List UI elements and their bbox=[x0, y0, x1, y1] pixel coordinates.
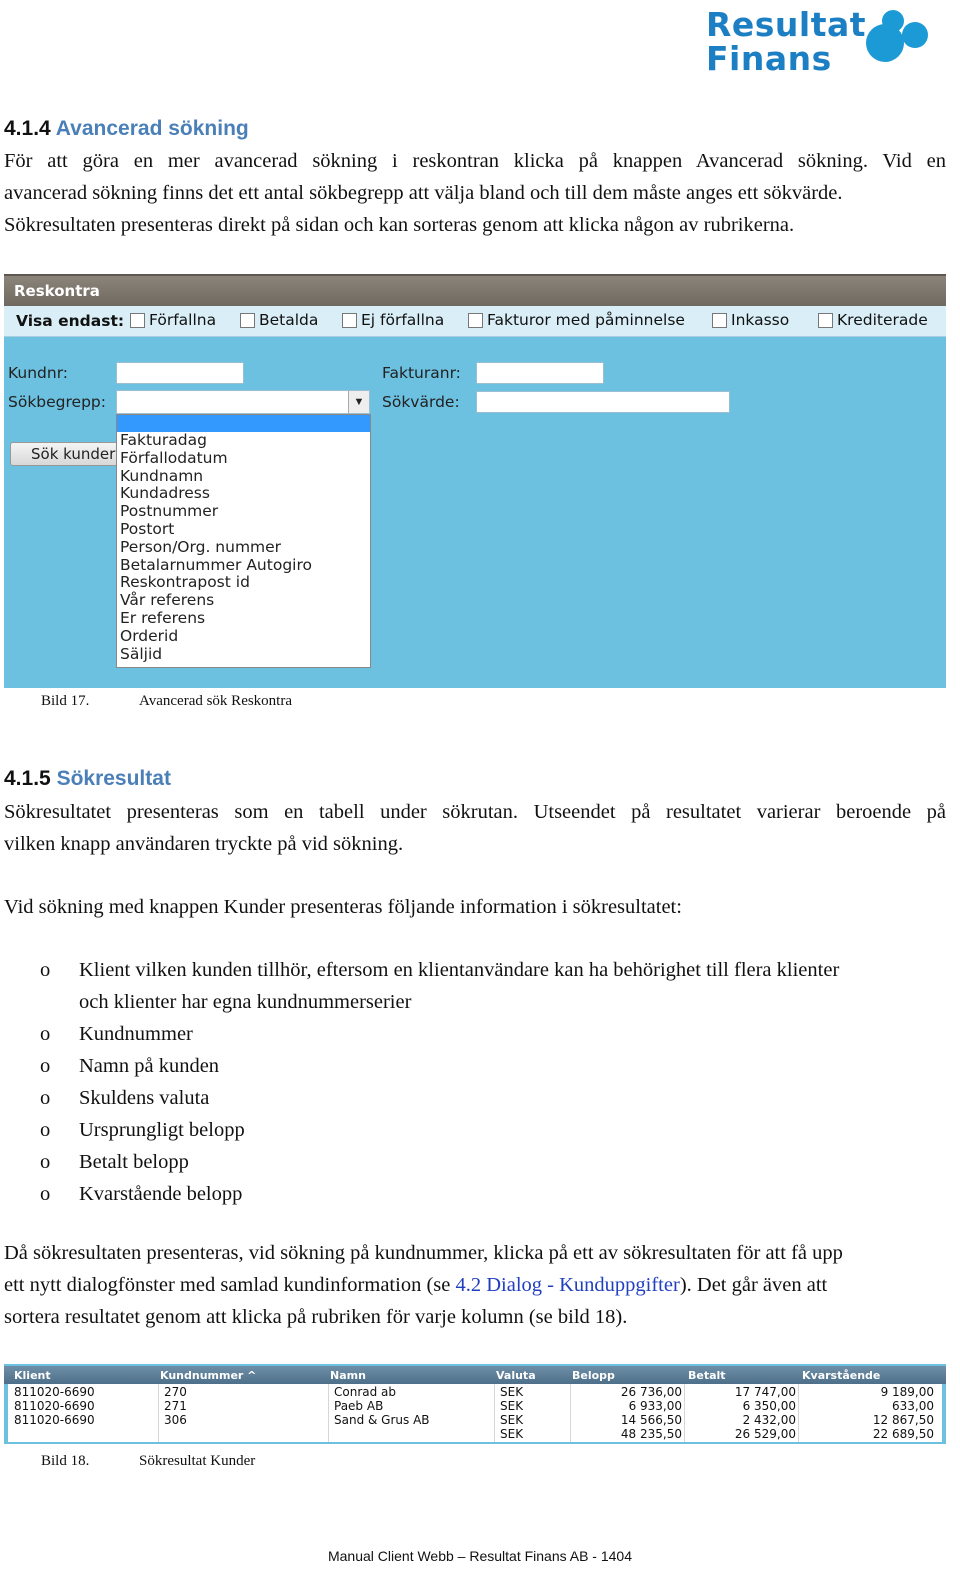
section-number: 4.1.5 bbox=[4, 767, 51, 790]
logo-line1: Resultat bbox=[706, 5, 867, 44]
cell-kundnummer[interactable]: 306 bbox=[164, 1413, 187, 1427]
para-line: sortera resultatet genom att klicka på rubriken för varje kolumn (se bild 18). bbox=[4, 1306, 628, 1328]
dropdown-option[interactable]: Förfallodatum bbox=[120, 448, 228, 467]
list-item bbox=[40, 1082, 940, 1114]
sokbegrepp-label: Sökbegrepp: bbox=[8, 393, 106, 411]
section-number: 4.1.4 bbox=[4, 117, 51, 140]
section2-paragraph3 bbox=[4, 1237, 946, 1333]
cell-valuta: SEK bbox=[500, 1385, 524, 1399]
kundnr-label: Kundnr: bbox=[8, 364, 69, 382]
cell-namn: Sand & Grus AB bbox=[334, 1413, 430, 1427]
cell-betalt: 26 529,00 bbox=[734, 1427, 796, 1441]
cell-klient: 811020-6690 bbox=[14, 1385, 95, 1399]
cell-namn: Conrad ab bbox=[334, 1385, 397, 1399]
resultat-finans-logo bbox=[706, 5, 942, 78]
section-heading-sokresultat bbox=[4, 767, 171, 791]
para-line: vilken knapp användaren tryckte på vid sökning. bbox=[4, 833, 404, 855]
cell-belopp: 6 933,00 bbox=[628, 1399, 682, 1413]
bullet-text: Kvarstående belopp bbox=[79, 1183, 243, 1205]
bullet-mark: o bbox=[40, 1087, 51, 1109]
col-header-klient[interactable]: Klient bbox=[14, 1369, 51, 1382]
reskontra-title: Reskontra bbox=[14, 282, 100, 300]
dropdown-option[interactable]: Reskontrapost id bbox=[120, 573, 250, 592]
dropdown-option[interactable]: Säljid bbox=[120, 644, 163, 663]
bullet-text: Skuldens valuta bbox=[79, 1087, 210, 1109]
dropdown-option[interactable]: Er referens bbox=[120, 608, 206, 627]
list-item bbox=[40, 1018, 940, 1050]
chevron-down-icon[interactable]: ▼ bbox=[348, 391, 369, 413]
dropdown-option[interactable]: Kundadress bbox=[120, 484, 210, 503]
list-item bbox=[40, 1050, 940, 1082]
fakturanr-input[interactable] bbox=[476, 362, 604, 384]
para-line: Då sökresultaten presenteras, vid sökning på kundnummer, klicka på ett av sökresultaten för att få upp bbox=[4, 1242, 843, 1264]
bullet-mark: o bbox=[40, 1023, 51, 1045]
dropdown-option[interactable]: Orderid bbox=[120, 626, 179, 645]
cell-belopp: 26 736,00 bbox=[620, 1385, 682, 1399]
para-text: ). Det går även att bbox=[679, 1274, 828, 1296]
cell-kvarstaende: 633,00 bbox=[892, 1399, 934, 1413]
col-header-namn[interactable]: Namn bbox=[330, 1369, 366, 1382]
dropdown-highlight[interactable] bbox=[117, 415, 370, 432]
bullet-mark: o bbox=[40, 1119, 51, 1141]
filter-betalda[interactable] bbox=[240, 311, 318, 329]
dropdown-option[interactable]: Kundnamn bbox=[120, 466, 204, 485]
col-header-kvarstaende[interactable]: Kvarstående bbox=[802, 1369, 881, 1382]
cell-klient: 811020-6690 bbox=[14, 1413, 95, 1427]
bullet-text: Betalt belopp bbox=[79, 1151, 189, 1173]
para-line: Sökresultatet presenteras som en tabell under sökrutan. Utseendet på resultatet varierar beroende på bbox=[4, 801, 946, 823]
filter-text: Inkasso bbox=[731, 311, 790, 329]
dropdown-option[interactable]: Postnummer bbox=[120, 502, 219, 521]
list-item bbox=[40, 1178, 940, 1210]
bullet-mark: o bbox=[40, 1183, 51, 1205]
bullet-text: Kundnummer bbox=[79, 1023, 193, 1045]
dropdown-option[interactable]: Person/Org. nummer bbox=[120, 537, 282, 556]
filter-text: Förfallna bbox=[149, 311, 217, 329]
logo-line2: Finans bbox=[706, 39, 832, 78]
page-footer: Manual Client Webb – Resultat Finans AB - 1404 bbox=[327, 1548, 633, 1564]
section-title: Sökresultat bbox=[56, 767, 171, 790]
section-heading-avancerad bbox=[4, 117, 249, 141]
dropdown-option[interactable]: Vår referens bbox=[120, 591, 215, 610]
filter-fakturor-paminnelse[interactable] bbox=[468, 311, 685, 329]
cell-kvarstaende: 9 189,00 bbox=[880, 1385, 934, 1399]
kundnr-input[interactable] bbox=[116, 362, 244, 384]
bullet-mark: o bbox=[40, 1055, 51, 1077]
para-line bbox=[4, 1269, 946, 1301]
cell-kundnummer[interactable]: 271 bbox=[164, 1399, 187, 1413]
col-header-kundnummer[interactable]: Kundnummer ^ bbox=[160, 1369, 257, 1382]
section2-paragraph2: Vid sökning med knappen Kunder presenteras följande information i sökresultatet: bbox=[4, 896, 682, 918]
cell-belopp: 48 235,50 bbox=[620, 1427, 682, 1441]
list-item bbox=[40, 1114, 940, 1146]
list-item bbox=[40, 1146, 940, 1178]
sokbegrepp-dropdown-list[interactable] bbox=[116, 414, 371, 668]
cell-namn: Paeb AB bbox=[334, 1399, 384, 1413]
section-title: Avancerad sökning bbox=[55, 117, 249, 140]
bullet-text: Ursprungligt belopp bbox=[79, 1119, 245, 1141]
cell-kundnummer[interactable]: 270 bbox=[164, 1385, 187, 1399]
col-header-betalt[interactable]: Betalt bbox=[688, 1369, 726, 1382]
caption-text: Avancerad sök Reskontra bbox=[139, 693, 293, 709]
cell-klient: 811020-6690 bbox=[14, 1399, 95, 1413]
kunduppgifter-link[interactable]: 4.2 Dialog - Kunduppgifter bbox=[455, 1274, 680, 1296]
sokvarde-label: Sökvärde: bbox=[382, 393, 460, 411]
filter-bar bbox=[4, 306, 946, 337]
caption-text: Sökresultat Kunder bbox=[139, 1453, 256, 1469]
cell-kvarstaende: 22 689,50 bbox=[872, 1427, 934, 1441]
list-item bbox=[40, 954, 940, 1018]
caption-label: Bild 17. bbox=[41, 693, 90, 709]
bullet-text: och klienter har egna kundnummerserier bbox=[79, 991, 412, 1013]
info-bullet-list bbox=[40, 954, 940, 1210]
col-header-valuta[interactable]: Valuta bbox=[496, 1369, 536, 1382]
fakturanr-label: Fakturanr: bbox=[382, 364, 461, 382]
sokbegrepp-select[interactable] bbox=[116, 390, 370, 414]
section1-paragraph bbox=[4, 145, 946, 241]
reskontra-screenshot bbox=[4, 274, 946, 688]
checkbox[interactable] bbox=[712, 313, 727, 328]
filter-forfallna[interactable] bbox=[130, 311, 216, 329]
filter-text: Krediterade bbox=[837, 311, 928, 329]
para-line: Sökresultaten presenteras direkt på sidan och kan sorteras genom att klicka någon av rubrikerna. bbox=[4, 214, 795, 236]
cell-valuta: SEK bbox=[500, 1399, 524, 1413]
logo-dot-top bbox=[882, 10, 904, 32]
logo-dot-right bbox=[902, 22, 928, 48]
sokresultat-table-screenshot bbox=[4, 1364, 946, 1444]
section2-paragraph1 bbox=[4, 796, 946, 860]
dropdown-option[interactable]: Betalarnummer Autogiro bbox=[120, 555, 312, 574]
table-header bbox=[4, 1366, 946, 1384]
checkbox[interactable] bbox=[130, 313, 145, 328]
cell-betalt: 17 747,00 bbox=[734, 1385, 796, 1399]
checkbox[interactable] bbox=[240, 313, 255, 328]
bullet-text: Klient vilken kunden tillhör, eftersom en klientanvändare kan ha behörighet till flera klienter bbox=[79, 959, 840, 981]
para-line: För att göra en mer avancerad sökning i reskontran klicka på knappen Avancerad sökning. Vid en bbox=[4, 150, 946, 172]
filter-text: Betalda bbox=[259, 311, 319, 329]
checkbox[interactable] bbox=[818, 313, 833, 328]
cell-valuta: SEK bbox=[500, 1427, 524, 1441]
caption-label: Bild 18. bbox=[41, 1453, 90, 1469]
logo-text bbox=[706, 5, 867, 78]
cell-kvarstaende: 12 867,50 bbox=[872, 1413, 934, 1427]
cell-betalt: 2 432,00 bbox=[742, 1413, 796, 1427]
col-header-belopp[interactable]: Belopp bbox=[572, 1369, 615, 1382]
bullet-mark: o bbox=[40, 959, 51, 981]
sokvarde-input[interactable] bbox=[476, 391, 730, 413]
filter-krediterade[interactable] bbox=[818, 311, 928, 329]
bullet-text: Namn på kunden bbox=[79, 1055, 220, 1077]
cell-belopp: 14 566,50 bbox=[620, 1413, 682, 1427]
filter-ej-forfallna[interactable] bbox=[342, 311, 444, 329]
dropdown-option[interactable]: Postort bbox=[120, 519, 175, 538]
cell-betalt: 6 350,00 bbox=[742, 1399, 796, 1413]
para-text: ett nytt dialogfönster med samlad kundinformation (se bbox=[4, 1274, 456, 1296]
figure-caption-18 bbox=[41, 1453, 255, 1470]
checkbox[interactable] bbox=[342, 313, 357, 328]
filter-inkasso[interactable] bbox=[712, 311, 789, 329]
table-body bbox=[8, 1384, 942, 1442]
para-line: avancerad sökning finns det ett antal sökbegrepp att välja bland och till dem måste anges ett sökvärde. bbox=[4, 182, 843, 204]
reskontra-titlebar bbox=[4, 274, 946, 308]
figure-caption-17 bbox=[41, 693, 292, 710]
dropdown-option[interactable]: Fakturadag bbox=[120, 431, 207, 449]
bullet-mark: o bbox=[40, 1151, 51, 1173]
checkbox[interactable] bbox=[468, 313, 483, 328]
filter-text: Ej förfallna bbox=[361, 311, 445, 329]
sok-kunder-button[interactable]: Sök kunder bbox=[10, 442, 122, 466]
cell-valuta: SEK bbox=[500, 1413, 524, 1427]
filter-text: Fakturor med påminnelse bbox=[487, 311, 685, 329]
filter-label: Visa endast: bbox=[16, 312, 125, 330]
